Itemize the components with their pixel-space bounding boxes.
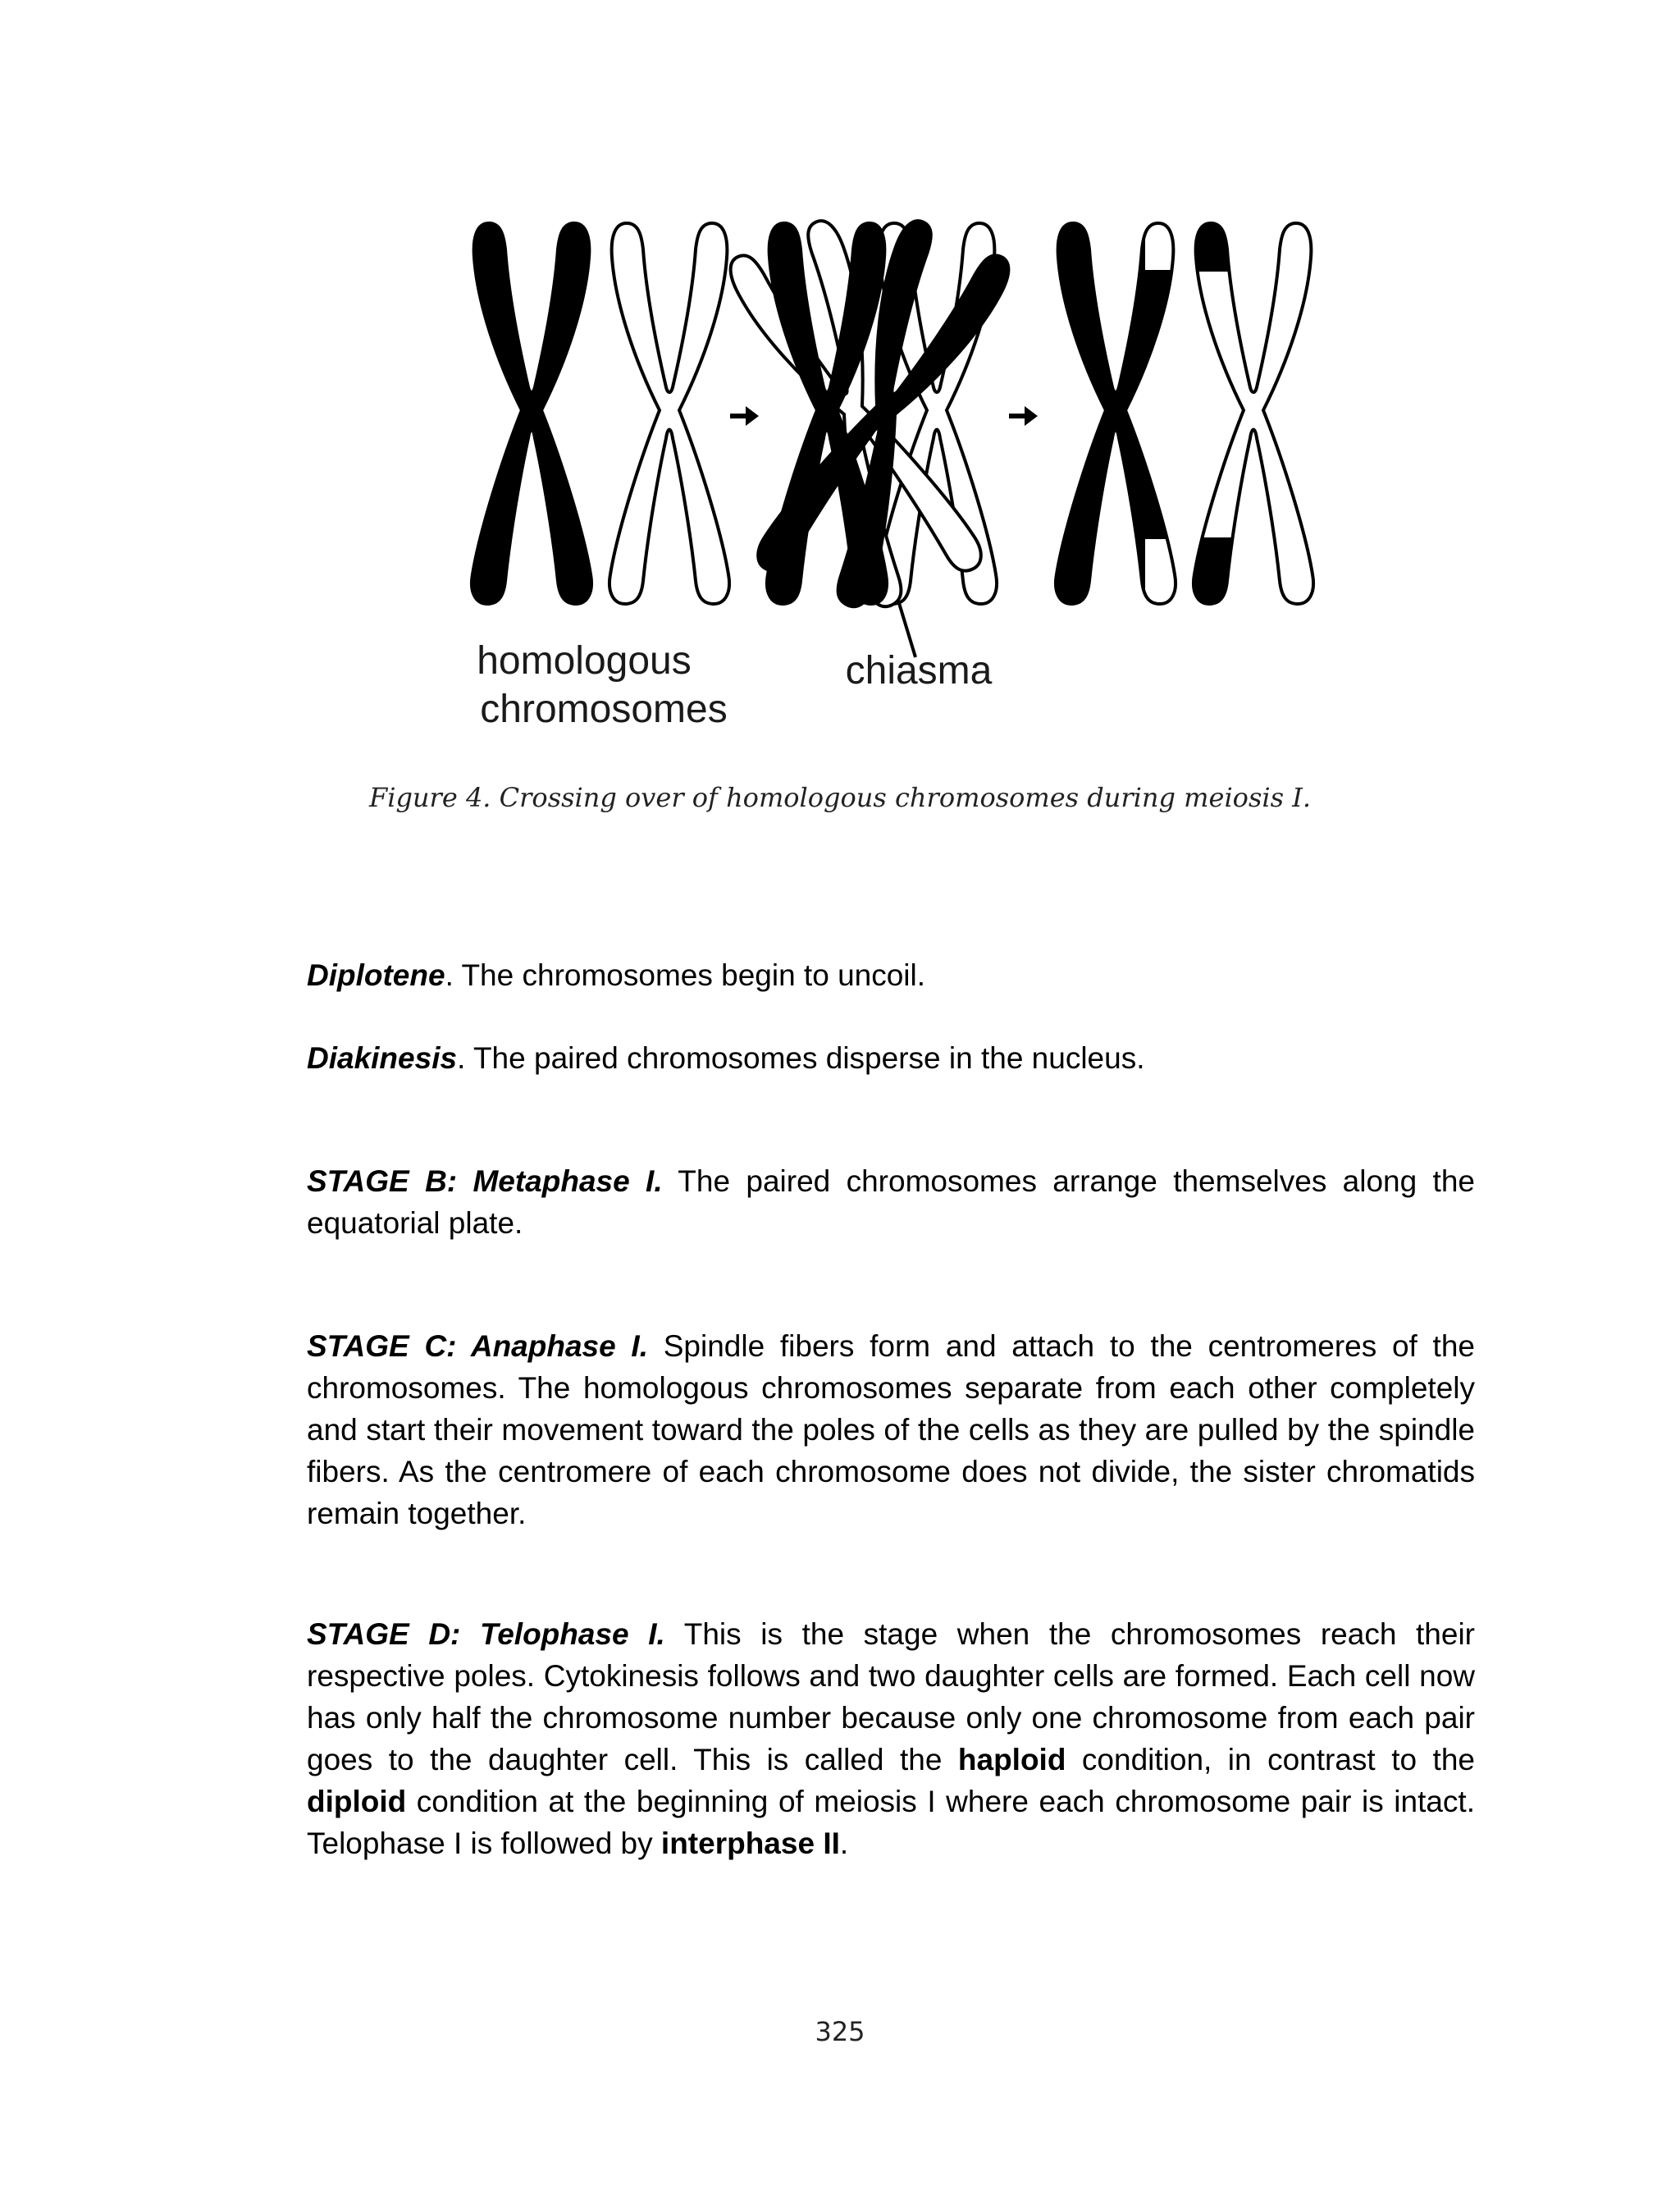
text-telophase-3: condition at the beginning of meiosis I where each chromosome pair is intact. Telophase I is followed by [307,1785,1475,1860]
paragraph-anaphase [307,1325,1475,1534]
term-anaphase: STAGE C: Anaphase I. [307,1329,648,1363]
term-diploid: diploid [307,1785,407,1818]
paragraph-diakinesis [307,1037,1475,1079]
paragraph-telophase [307,1613,1475,1864]
figure-caption: Figure 4. Crossing over of homologous chromosomes during meiosis I. [369,782,1311,813]
term-interphase-ii: interphase II [660,1827,840,1860]
page-number: 325 [815,2016,865,2047]
chromosome-black-1 [472,223,591,604]
text-anaphase: Spindle fibers form and attach to the centromeres of the chromosomes. The homologous chromosomes separate from each other completely and start their movement toward the poles of the cells as they are pulled by the spindle fibers. As the centromere of each chromosome does not divide, the sister chromatids remain together. [307,1329,1475,1530]
label-homologous: homologous [477,639,692,683]
text-diplotene: . The chromosomes begin to uncoil. [445,958,926,992]
term-telophase: STAGE D: Telophase I. [307,1617,665,1651]
paragraph-metaphase [307,1160,1475,1244]
crossing-over-figure [459,209,1345,734]
text-telophase-1: This is the stage when the chromosomes reach their respective poles. Cytokinesis follows and two daughter cells are formed. Each cell now has only half the chromosome number because only one chromosome from each pair goes to the daughter cell. This is called the [307,1617,1476,1776]
term-metaphase: STAGE B: Metaphase I. [307,1164,663,1198]
term-haploid: haploid [957,1743,1066,1776]
text-telophase-4: . [839,1827,849,1860]
text-metaphase: The paired chromosomes arrange themselves along the equatorial plate. [307,1164,1475,1240]
chromosome-recombinant-white [1181,209,1313,620]
paragraph-diplotene [307,954,1475,996]
term-diakinesis: Diakinesis [307,1041,458,1075]
chromosome-white-1 [609,223,729,604]
arrow-right-icon [730,406,759,426]
text-diakinesis: . The paired chromosomes disperse in the nucleus. [457,1041,1145,1075]
arrow-right-icon [1009,406,1038,426]
label-chiasma: chiasma [845,649,993,693]
term-diplotene: Diplotene [307,958,445,992]
label-chromosomes: chromosomes [480,688,728,731]
text-telophase-2: condition, in contrast to the [1066,1743,1475,1776]
